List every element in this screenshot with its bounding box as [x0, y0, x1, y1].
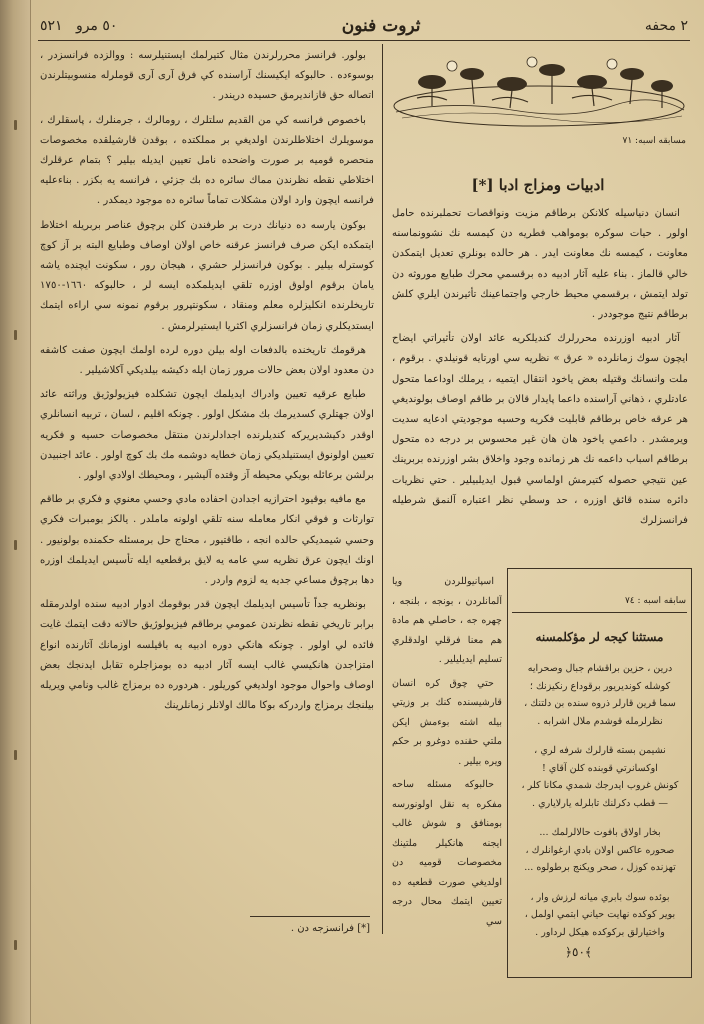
article-title: ادبيات ومزاج ادبا [*]: [471, 176, 605, 194]
left-paragraph: بونظريه جداً تأسيس ايديلمك ايچون قدر بوقومك ادوار ادبيه سنده اولدرمقله برابر تاريخي نقطه نظرندن عمومي برطاقم فيزيولوژيق حالاته دقت ايتمك غايت فائده لي اولور . چونكه هانكي دوره ادبيه يه باقيلسه اوزمانك آثارنده انواع امتزاجدن هانكيسي غالب ايسه آثار ادبيه ده بومزاجلره تقابل ايدنجك بعض اوصاف واحوال موجود اولديغي كوريلور . هردوره ده برمزاج غالب ونامي ويريله بيلنجك برمزاج واردركه بوكا مالك اولانلر زمانلرينك: [40, 599, 374, 712]
poem-line: اوكسانرتي قوبنده كلن آقاي !: [542, 762, 658, 774]
poem-stanza: [516, 889, 684, 942]
column-divider: [382, 44, 383, 934]
article-paragraph: حالبوكه مسئله ساحه مفكره يه نقل اولونورسه بومنافق و شوش غالب ايجنه هانكيلر ملتينك مخصوصات قوميه دن اولديغي صورت قطعيه ده تعيين ايتمك محال درجه سي: [392, 779, 502, 927]
illustration-caption: مسابقه اسبه: ٧١: [622, 136, 686, 146]
poem-stanza: [516, 824, 684, 877]
article-body-upper: [392, 204, 688, 568]
poem-line: بوير كوكده نهايت حياني ابتمي اولمل ،: [524, 909, 676, 920]
article-paragraph: حتي چوق كره انسان قارشيسنده كنك بر وزيتي بيله اشته بوءمش ايكن ملتي حقنده دوغرو بر حكم ويره بيلير .: [392, 677, 502, 767]
header-rule: [38, 40, 690, 41]
poem-stanza: [516, 742, 684, 812]
poem-line: بخار اولاق بافوت حالالرلمك ...: [539, 827, 661, 838]
poem-line: صحوره عاكس اولان بادي ارغوانلرك ،: [525, 844, 675, 856]
left-paragraph: هرقومك تاريخنده بالدفعات اوله بيلن دوره لرده اولمك ايچون صفت كاشفه دن معدود اولان بعض حالات مرور زمان ايله دكيشه بيلديكي آكلاشيلير .: [40, 344, 374, 377]
left-column-body: [40, 46, 374, 908]
poem-text: [516, 660, 684, 953]
poem-box-header: سابقه اسبه : ٧٤: [624, 596, 686, 606]
poem-line: نظرلرمله قوشدم ملال اشرابه .: [537, 715, 663, 727]
left-paragraph: باخصوص فرانسه كي من القديم سلتلرك ، رومالرك ، جرمنلرك ، پاسقلرك ، موسويلرك اختلاطلرندن اولديغي بر مملكتده ، بوقدن قارشيلقده مخصوصات منحصره قوميه بر صورت واضحده نامل تعيين ايديله بيلير ؟ بتمام عرقلرك اختلاطي نقطه نظرندن مماك سائره ده بك جزئي ، فرانسه يه بكزر . بناءعليه فرانسه ايچون وارد اولان مشكلات تماماً سائره ده موجود ديمكدر .: [40, 114, 374, 207]
issue-number: ٥٠ مرو: [75, 18, 118, 34]
left-paragraph: مع مافيه بوقيود احترازيه اجدادن احفاده مادي وحسي معنوي و فكري بر طاقم توارثات و فوقي انكار معامله سنه تلقي اولونه ماملدر . يالكز بومبرات فكري وحسي شيمديكي حالده انجه ، طاقتيور ، محتاج حل برمسئله حكمنده بولونيور . اونك ايچون عرق نظريه سي عامه يه لايق برقطعيه ايله تأسيس ايديلمك اوزره دها برچوق مساعي جديه يه لزوم واردر .: [40, 494, 374, 587]
left-paragraph: طبايع عرقيه تعيين وادراك ايديلمك ايچون تشكلده فيزيولوژيق وراثته عائد اولان جهتلري كسديرمك بك مشكل اولور . چونكه اقليم ، لسان ، تربيه انسانلري اوقدر دكيشديريركه كنديلرنده اجدادلرندن منتقل مخصوصات حسيه و فكريه تعيين اولونوق ايستنيلديكي زمان خطايه دوشمه مك بك كوچ اولور . عائد اجنبيدن برلشن برعائله بويكي محيطه آز وقتده آليشير ، ومحيطك اولادي اولور .: [40, 389, 374, 482]
poem-title: مستثنا كيجه لر مؤكلمسنه: [535, 630, 664, 644]
article-paragraph: انسان دنياسيله كلانكن برطاقم مزيت ونواقصات تحملبرنده حامل اولور . حيات سوكره بومواهب فطريه دن كيمسه نك نشوونماسنه معاونت ، كيمسه نك معاونت ايدر . هر حالده بونلري تعديل ايتمكدن خالي قالماز . بناء عليه آثار ادبيه ده برقسمي محرك طبايع موروثه دن تولد ايتمش ، برقسمي محيط خارجي واجتماعينك تأثيرندن ايلري كلش برطاقم نتيج موجوددر .: [392, 208, 688, 321]
poem-line: واختيارلق بركوكده هيكل لرداور .: [535, 926, 665, 938]
end-ornament: ﴿٥٠﴾: [565, 945, 592, 959]
poem-line: تهزنده كوزل ، صحر ويكنج برطولوه ...: [524, 862, 676, 873]
issue-page: [40, 18, 117, 34]
poem-line: — قطب دكرلنك تابلرله يارلاياري .: [531, 797, 669, 809]
left-paragraph: بوكون يارسه ده دنيانك درت بر طرفندن كلن برچوق عناصر بربريله اختلاط ايتمكده ايكن صرف فرانسز عرقنه خاص اولان اوصاف وطبايع البته بر آز كوچ كوسترله بيلير . بوكون فرانسزلر حشري ، هيجان رور ، سكونت ايچنده ياشه يامان برقوم اولوق اوزره تلقي ايديلمكده ايسه لر ، حالبوكه ١٦٦٠-١٧٥٠ تاريخلرنده انكليزلره معلم ومنقاد ، سكونتپرور برقوم نمونه سي اراءه ايتمك ايستديكلري زمان فرانسزلري اكثريا ايستيرلرمش .: [40, 219, 374, 332]
journal-title: ثروت فنون: [341, 16, 421, 36]
poem-line: بوئده سوك بابري ميانه لرزش وار ،: [530, 891, 670, 903]
page-number: ٥٢١: [40, 18, 63, 34]
page-header: [40, 14, 688, 38]
poem-line: كوشله كونديريور برقوداع رنكيزنك ؛: [529, 680, 671, 692]
poem-box-rule: [512, 612, 687, 613]
poem-line: درين ، حزين براقشام جبال وصحرايه: [527, 663, 673, 674]
article-body-lower: [392, 572, 502, 932]
article-paragraph: آثار ادبيه اوزرنده محررلرك كنديلكريه عائد اولان تأثيراتي ايضاح ايچون سوك زمانلرده « عرق » نظريه سي اورتايه قونيلدي . برقوم ، ملت وانسانك وقتيله بعض ياخود انتقال ايتميه ، يرملك اوداعما متحول عادتلري ، ذهاني آراسنده داعما پايدار قالان بر طاقم اوصاف بولونديغي هر عرقه خاص برطاقم قابليت فكريه وحسيه موجوديتي ادعايه سديت ويرمشدر . داعمي ياخود هان هان غير محسوس بر درجه ده متحول برطاقم اسباب داعمه نك هر زمانده وجود واخلاق بشر اوزرنده بربرينك عين نتيجي حصوله كتيرمش اولماسي قبول ايديلبيلير . حتي نظريات دائره سنده قائق اوزره ، حد وسطي نظر اعتباره آلنمق شرطيله فرانسزلرك: [392, 333, 688, 527]
book-binding: [0, 0, 31, 1024]
poem-stanza: [516, 660, 684, 730]
footnote-rule: [250, 916, 370, 917]
section-label: ٢ محفه: [644, 18, 688, 34]
article-paragraph: اسپانيوللردن ويا آلمانلردن ، بونجه ، بلنجه ، چهره جه ، حاصلي هم مادة هم معنا فرقلي اولدقلري تسليم ايديليلير .: [392, 576, 502, 665]
footnote: [*] فرانسزجه دن .: [290, 923, 370, 934]
poem-line: كونش غروب ايدرجك شمدي مكانا كلر ،: [521, 780, 679, 791]
poem-line: نشيمن بسته قارلرك شرفه لري ،: [534, 745, 666, 756]
lily-pond-engraving-icon: [392, 48, 686, 132]
left-paragraph: بولور. فرانسز محررلرندن مثال كتيرلمك ايستنيلرسه : ووالزده فرانسزدر ، بوسوءده . حالبوكه ايكيسنك آراسنده كي فرق آرى آرى قوملرله منسوبيتلرندن اتصاله حق قازانديرمق حسيده دريندر .: [40, 50, 374, 102]
poem-line: سما قرين قارلر ذروه سنده بن دلتنك ،: [524, 698, 676, 709]
